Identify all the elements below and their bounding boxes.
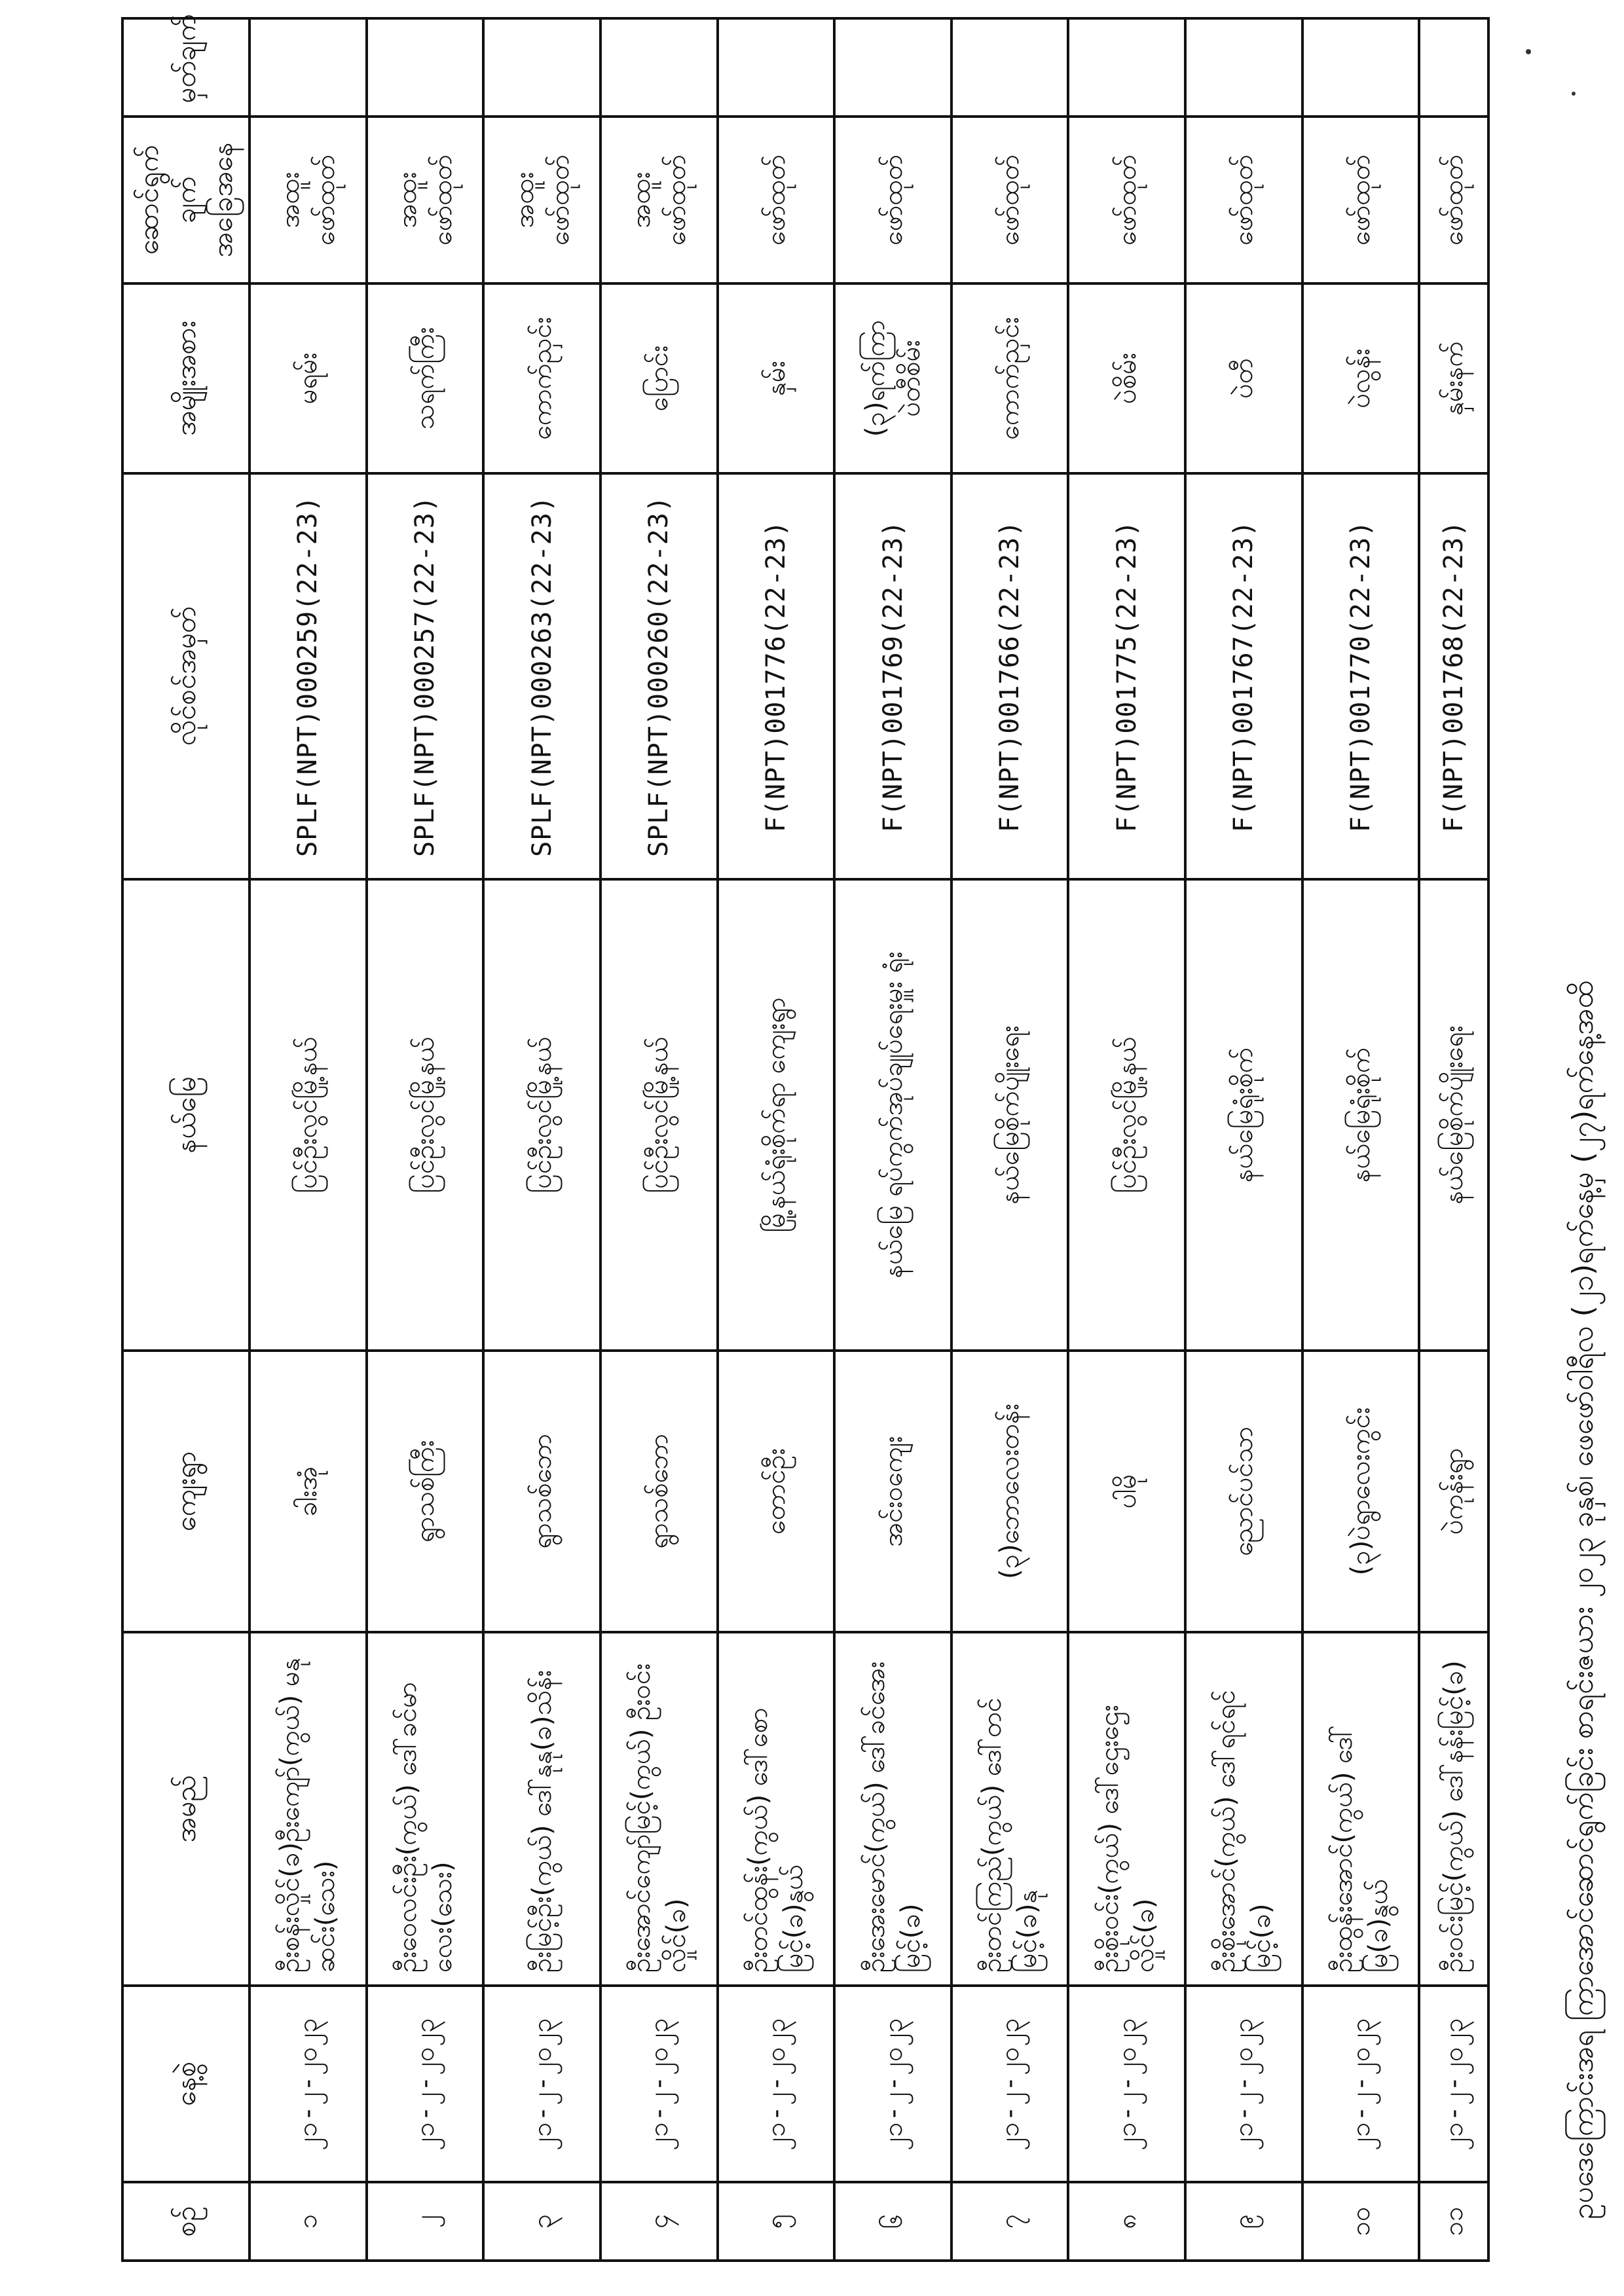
cell-township-region: ပြင်ဦးလွင်မြို့နယ် — [483, 879, 600, 1351]
header-row — [122, 18, 249, 2261]
table-row — [1419, 18, 1488, 2261]
cell-village: (၃)ပဲရွာလေးကွင်း — [1302, 1351, 1420, 1632]
cell-village: ညောင်ပင်သာ — [1185, 1351, 1302, 1632]
cell-name: ဦးတင်ကြည်(ကွယ်) ဒေါ်တင်မြင့်(ခ)နု — [951, 1632, 1069, 1986]
cell-village: တောင်ဦး — [718, 1351, 835, 1632]
cell-township-region: နယ်မြေစိုက်ပျိုးရေး — [951, 879, 1069, 1351]
cell-type: ကောက်ညှင်း — [483, 283, 600, 473]
cell-no: ၉ — [1185, 2182, 1302, 2261]
table-row — [1068, 18, 1185, 2261]
header-license: လိုင်စင်အမှတ် — [122, 473, 249, 879]
cell-name: ဦးဝင်းမြင့်(ကွယ်) ဒေါ်နန်းမြင့်(ခ) — [1419, 1632, 1488, 1986]
scan-dot — [1572, 92, 1576, 96]
table-row — [834, 18, 951, 2261]
cell-license-no: SPLF(NPT)000263(22-23) — [483, 473, 600, 879]
cell-name: ဦးဝေလင်းဦး(ကွယ်) ဒေါ်ခင်မာလေး(သေး) — [367, 1632, 484, 1986]
cell-type: ပဲစိမ်း — [1068, 283, 1185, 473]
cell-village: အင်းဝကျေး — [834, 1351, 951, 1632]
cell-date: ၂၁-၂-၂၀၂၃ — [1185, 1986, 1302, 2182]
header-date: နေ့စွဲ — [122, 1986, 249, 2182]
cell-type: နှမ်း — [718, 283, 835, 473]
cell-date: ၂၁-၂-၂၀၂၃ — [367, 1986, 484, 2182]
cell-date: ၂၁-၂-၂၀၂၃ — [249, 1986, 367, 2182]
cell-name: ဦးအောင်ကျော်မြင့်(ကွယ်) ဦးဝင်းလှိုင်(ခ) — [600, 1632, 718, 1986]
cell-name: ဦးအေးမောင်(ကွယ်) ဒေါ်ခင်အေးမြင့်(ခ) — [834, 1632, 951, 1986]
cell-remark — [1185, 18, 1302, 117]
cell-license-no: F(NPT)001770(22-23) — [1302, 473, 1420, 879]
cell-date: ၂၁-၂-၂၀၂၃ — [1419, 1986, 1488, 2182]
cell-remark — [1068, 18, 1185, 117]
header-no: စဉ် — [122, 2182, 249, 2261]
cell-no: ၁၁ — [1419, 2182, 1488, 2261]
cell-no: ၁ — [249, 2182, 367, 2261]
header-type: အမျိုးအစား — [122, 283, 249, 473]
table-row — [951, 18, 1069, 2261]
cell-date: ၂၁-၂-၂၀၂၃ — [1302, 1986, 1420, 2182]
cell-status: ဖော်ထုတ် — [951, 117, 1069, 283]
register-table-wrapper — [121, 14, 1490, 2262]
cell-date: ၂၁-၂-၂၀၂၃ — [951, 1986, 1069, 2182]
cell-no: ၃ — [483, 2182, 600, 2261]
cell-type: ပဲလွန်း — [1302, 283, 1420, 473]
cell-license-no: F(NPT)001776(22-23) — [718, 473, 835, 879]
cell-remark — [718, 18, 835, 117]
register-table — [121, 14, 1490, 2262]
cell-date: ၂၁-၂-၂၀၂၃ — [718, 1986, 835, 2182]
table-row — [249, 18, 367, 2261]
table-row — [718, 18, 835, 2261]
cell-remark — [1419, 18, 1488, 117]
cell-remark — [834, 18, 951, 117]
cell-township-region: မြို့နယ်ရုံးစိုက်ရာ ကျေးရွာ — [718, 879, 835, 1351]
cell-type: ပြောင်း — [600, 283, 718, 473]
cell-date: ၂၁-၂-၂၀၂၃ — [600, 1986, 718, 2182]
cell-township-region: ပြင်ဦးလွင်မြို့နယ် — [367, 879, 484, 1351]
cell-name: ဦးမြင့်ဦး(ကွယ်) ဒေါ်နုနု(ခ)သိန်း — [483, 1632, 600, 1986]
cell-no: ၆ — [834, 2182, 951, 2261]
scan-dot — [1526, 49, 1531, 54]
cell-no: ၄ — [600, 2182, 718, 2261]
header-status: ဆောင်ရွက်ချက် အခြေအနေ — [122, 117, 249, 283]
cell-status: ဖော်ထုတ် — [1185, 117, 1302, 283]
header-name: အမည် — [122, 1632, 249, 1986]
cell-remark — [1302, 18, 1420, 117]
cell-license-no: SPLF(NPT)000260(22-23) — [600, 473, 718, 879]
cell-type: သရက်ကြီး — [367, 283, 484, 473]
cell-status: ဖော်ထုတ် — [1419, 117, 1488, 283]
cell-township-region: ပြင်ဦးလွင်မြို့နယ် — [600, 879, 718, 1351]
cell-remark — [483, 18, 600, 117]
header-remark: မှတ်ချက် — [122, 18, 249, 117]
cell-remark — [951, 18, 1069, 117]
cell-status: အထူး ဖော်ထုတ် — [367, 117, 484, 283]
cell-license-no: F(NPT)001768(22-23) — [1419, 473, 1488, 879]
cell-township-region: ပြင်ဦးလွင်မြို့နယ် — [1068, 879, 1185, 1351]
cell-village: ပါမို — [1068, 1351, 1185, 1632]
page-caption: ဥပဒေကြောင်းအရ ကြာအောင်ဆောင်ရွက်ခြင်း စာရင်းဇယား ၂၀၂၃ ခုနှစ်၊ ဖေဖော်ဝါရီလ (၂၁)ရက်နေ့မှ (၂၇)ရက်နေ့အထိ — [1566, 980, 1600, 2219]
cell-type: (၃)ရက်ကြာ ပဲတီစိမ်း — [834, 283, 951, 473]
cell-remark — [249, 18, 367, 117]
table-row — [600, 18, 718, 2261]
cell-township-region: နယ်မြေစိုက်ပျိုးရေး — [1419, 879, 1488, 1351]
table-row — [483, 18, 600, 2261]
cell-name: ဦးတင်ထွန်း(ကွယ်) ဒေါ်စောမြင့်(ခ)နွယ် — [718, 1632, 835, 1986]
cell-name: ဦးစိုးဝင်း(ကွယ်) ဒေါ်ဌေးဌေးလှိုင်(ခ) — [1068, 1632, 1185, 1986]
cell-name: ဦးစန်းလှိုင်(ခ)ဦးကျော်(ကွယ်) မနုဆင်း(သေး) — [249, 1632, 367, 1986]
cell-type: ကောက်ညှင်း — [951, 283, 1069, 473]
cell-status: ဖော်ထုတ် — [1302, 117, 1420, 283]
cell-village: ရွာသစ်ဘော — [483, 1351, 600, 1632]
cell-no: ၂ — [367, 2182, 484, 2261]
cell-no: ၇ — [951, 2182, 1069, 2261]
cell-name: ဦးထွန်းအောင်(ကွယ်) ဒေါ်မြ(ခ)နွယ် — [1302, 1632, 1420, 1986]
cell-no: ၁၀ — [1302, 2182, 1420, 2261]
cell-status: ဖော်ထုတ် — [834, 117, 951, 283]
cell-date: ၂၁-၂-၂၀၂၃ — [834, 1986, 951, 2182]
cell-name: ဦးစိုးအောင်(ကွယ်) ဒေါ်ရင်ရင်မြင့်(ခ) — [1185, 1632, 1302, 1986]
cell-village: (၃)ဘောလေးတန်း — [951, 1351, 1069, 1632]
cell-remark — [600, 18, 718, 117]
cell-village: ခါးအုံ — [249, 1351, 367, 1632]
cell-type: နှမ်းနက် — [1419, 283, 1488, 473]
cell-no: ၈ — [1068, 2182, 1185, 2261]
cell-village: ပဲကုန်းရွာ — [1419, 1351, 1488, 1632]
cell-license-no: F(NPT)001767(22-23) — [1185, 473, 1302, 879]
cell-date: ၂၁-၂-၂၀၂၃ — [483, 1986, 600, 2182]
cell-township-region: ပြင်ဦးလွင်မြို့နယ် — [249, 879, 367, 1351]
table-row — [1302, 18, 1420, 2261]
cell-license-no: F(NPT)001766(22-23) — [951, 473, 1069, 879]
cell-license-no: F(NPT)001775(22-23) — [1068, 473, 1185, 879]
cell-township-region: နယ်မြေ ရပ်ကွက်အုပ်ချုပ်ရေးမှူး ရုံး — [834, 879, 951, 1351]
cell-status: အထူး ဖော်ထုတ် — [249, 117, 367, 283]
cell-license-no: SPLF(NPT)000259(22-23) — [249, 473, 367, 879]
table-row — [1185, 18, 1302, 2261]
cell-village: ရွာသစ်ဘော — [600, 1351, 718, 1632]
cell-status: အထူး ဖော်ထုတ် — [483, 117, 600, 283]
table-row — [367, 18, 484, 2261]
cell-type: မရမ်း — [249, 283, 367, 473]
cell-license-no: SPLF(NPT)000257(22-23) — [367, 473, 484, 879]
cell-date: ၂၁-၂-၂၀၂၃ — [1068, 1986, 1185, 2182]
cell-no: ၅ — [718, 2182, 835, 2261]
cell-type: ပဲတီ — [1185, 283, 1302, 473]
cell-village: ရွာသစ်ကြီး — [367, 1351, 484, 1632]
header-township: နယ်မြေ — [122, 879, 249, 1351]
cell-township-region: နယ်မြေရုံးစိုက် — [1302, 879, 1420, 1351]
cell-license-no: F(NPT)001769(22-23) — [834, 473, 951, 879]
cell-status: ဖော်ထုတ် — [1068, 117, 1185, 283]
cell-status: အထူး ဖော်ထုတ် — [600, 117, 718, 283]
cell-remark — [367, 18, 484, 117]
cell-status: ဖော်ထုတ် — [718, 117, 835, 283]
header-village: ကျေးရွာ — [122, 1351, 249, 1632]
cell-township-region: နယ်မြေရုံးစိုက် — [1185, 879, 1302, 1351]
